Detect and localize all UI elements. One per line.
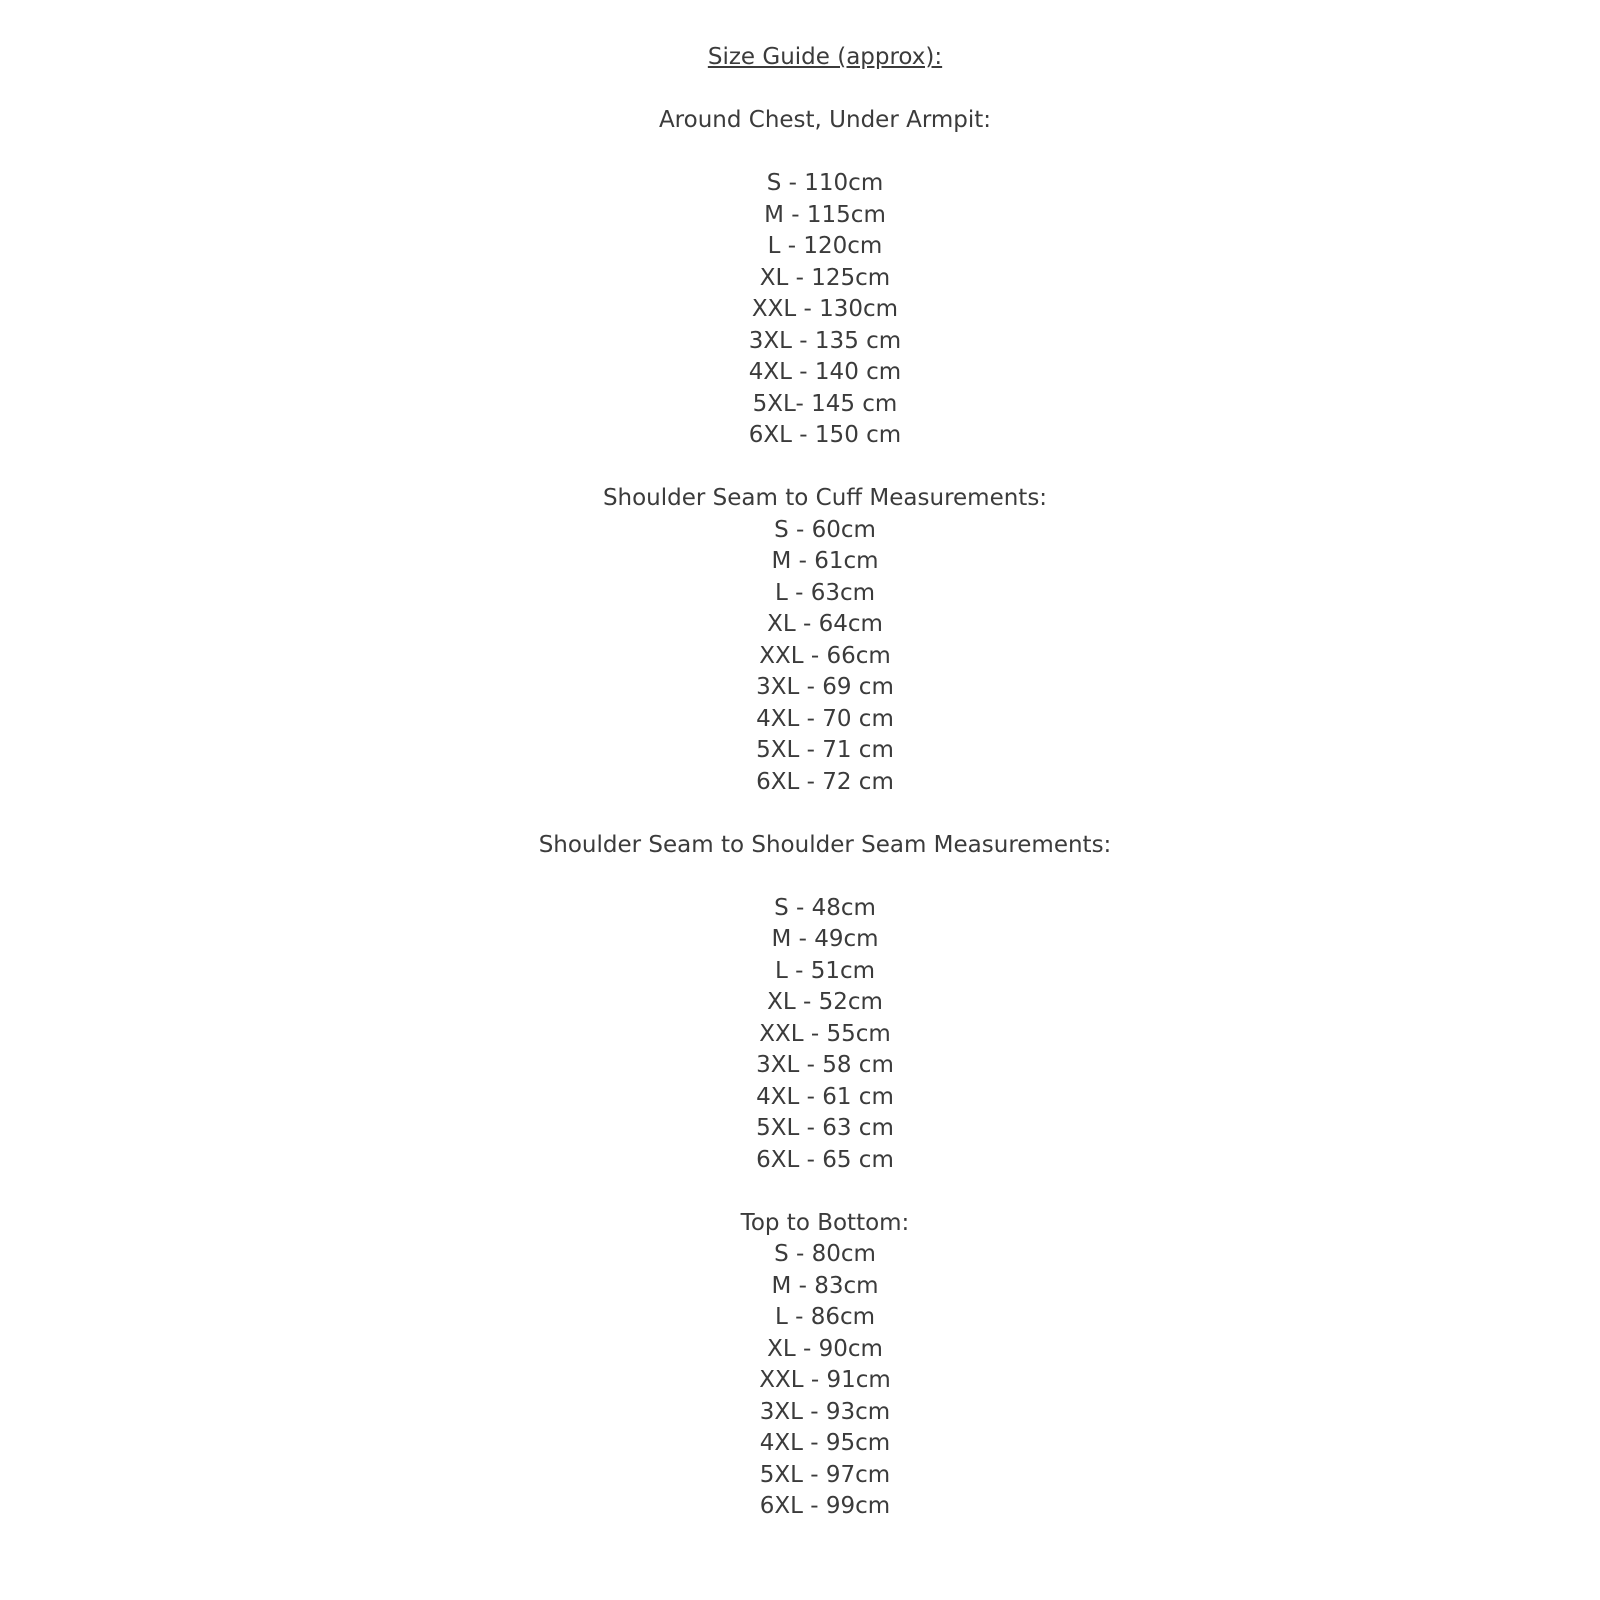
size-row: M - 115cm	[764, 201, 886, 228]
size-row: M - 49cm	[771, 926, 879, 952]
size-row: 5XL - 63 cm	[756, 1115, 894, 1141]
size-section	[50, 1208, 1600, 1523]
size-section	[50, 830, 1600, 1177]
size-row: 4XL - 95cm	[759, 1430, 891, 1456]
section-heading: Shoulder Seam to Shoulder Seam Measurements:	[538, 831, 1112, 858]
size-row: 4XL - 140 cm	[748, 359, 902, 385]
size-row: 5XL - 97cm	[759, 1461, 891, 1488]
size-section	[50, 483, 1600, 798]
size-row: 6XL - 65 cm	[756, 1146, 894, 1173]
size-row: 5XL- 145 cm	[752, 390, 898, 417]
size-row: L - 51cm	[774, 957, 876, 984]
size-row: 5XL - 71 cm	[756, 737, 894, 763]
size-row: 3XL - 58 cm	[756, 1052, 894, 1078]
size-row: 3XL - 69 cm	[756, 674, 894, 700]
size-row: XL - 125cm	[759, 264, 891, 291]
size-row: 3XL - 93cm	[759, 1398, 891, 1425]
size-row: 6XL - 99cm	[759, 1493, 891, 1519]
size-row: XL - 90cm	[767, 1335, 883, 1362]
size-row: L - 86cm	[774, 1304, 876, 1330]
size-row: 3XL - 135 cm	[748, 327, 902, 354]
size-row: S - 80cm	[774, 1241, 876, 1267]
size-row: XXL - 130cm	[751, 296, 899, 322]
size-row: L - 120cm	[767, 233, 883, 259]
size-row: S - 60cm	[774, 516, 876, 543]
size-row: 4XL - 70 cm	[756, 705, 894, 732]
size-row: XXL - 91cm	[759, 1367, 891, 1393]
section-heading: Around Chest, Under Armpit:	[658, 107, 992, 133]
size-row: XXL - 66cm	[759, 642, 891, 669]
size-row: 6XL - 72 cm	[756, 768, 894, 795]
size-row: M - 61cm	[771, 548, 879, 574]
size-row: L - 63cm	[774, 579, 876, 606]
size-row: XXL - 55cm	[759, 1020, 891, 1047]
page-title: Size Guide (approx):	[707, 44, 943, 70]
size-row: M - 83cm	[771, 1272, 879, 1299]
section-heading: Shoulder Seam to Cuff Measurements:	[602, 485, 1048, 511]
size-row: 6XL - 150 cm	[748, 422, 902, 448]
size-row: S - 110cm	[766, 170, 884, 196]
size-row: XL - 64cm	[767, 611, 883, 637]
size-section	[50, 105, 1600, 452]
size-sections	[50, 105, 1600, 1523]
size-row: 4XL - 61 cm	[756, 1083, 894, 1110]
size-row: XL - 52cm	[767, 989, 883, 1015]
section-heading: Top to Bottom:	[740, 1209, 910, 1236]
size-row: S - 48cm	[774, 894, 876, 921]
